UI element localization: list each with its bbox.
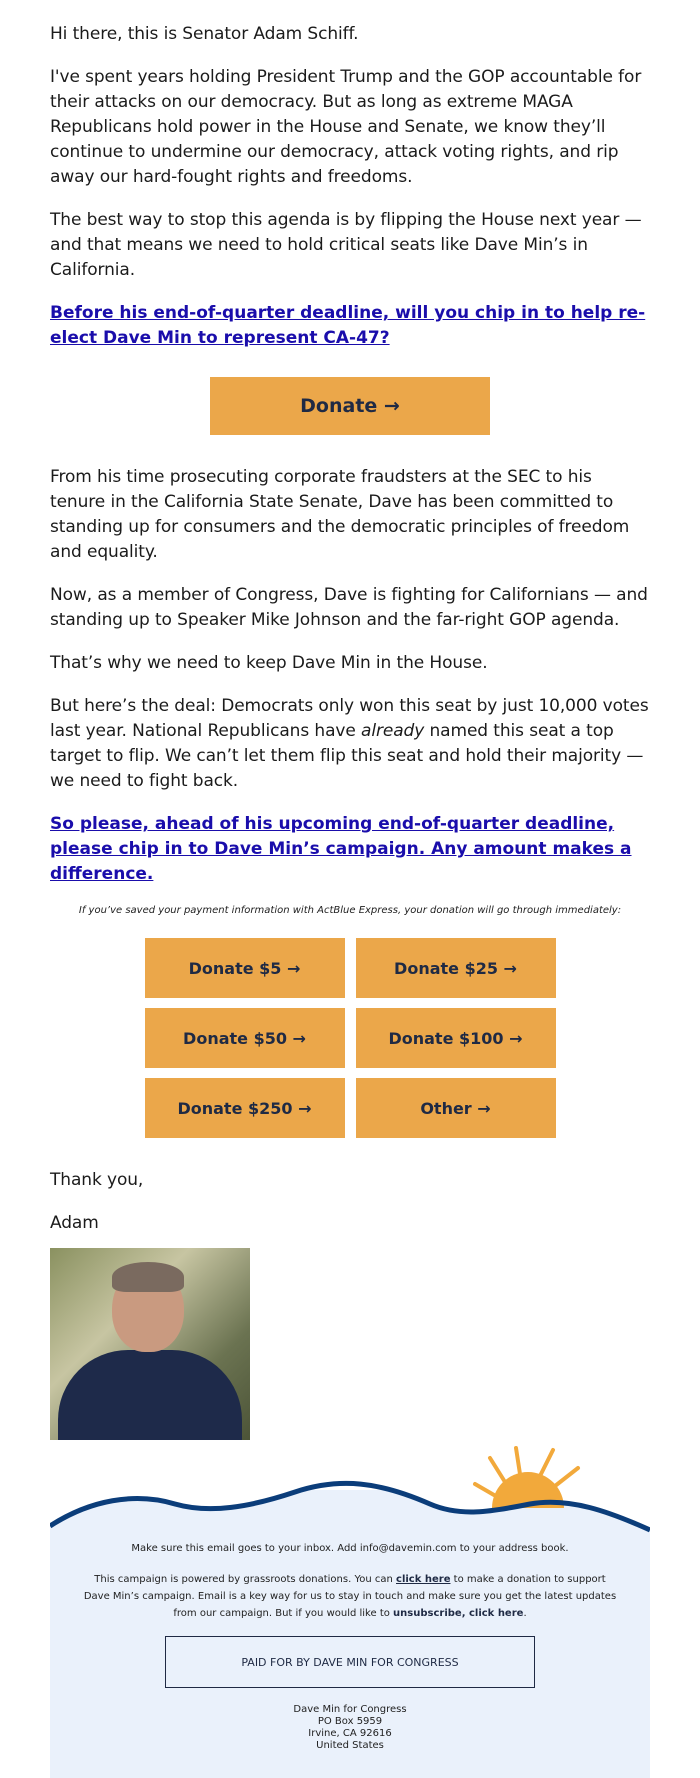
grassroots-text-end: . — [523, 1608, 527, 1619]
paid-for-box: PAID FOR BY DAVE MIN FOR CONGRESS — [165, 1636, 535, 1688]
donate-100-button[interactable]: Donate $100 → — [356, 1008, 556, 1068]
paragraph-flip-house: The best way to stop this agenda is by flipping the House next year — and that means we need to hold critical seats like Dave Min’s in California. — [50, 210, 642, 280]
paragraph-record: From his time prosecuting corporate fraudsters at the SEC to his tenure in the California State Senate, Dave has been committed to standing up for consumers and the democratic principles of freedom and equality. — [50, 467, 630, 562]
paragraph-accountability: I've spent years holding President Trump and the GOP accountable for their attacks on our democracy. But as long as extreme MAGA Republicans hold power in the House and Senate, we know they’ll continue to undermine our democracy, attack voting rights, and rip away our hard-fought rights and freedoms. — [50, 67, 642, 187]
footer — [50, 1440, 650, 1778]
donation-amount-grid — [145, 938, 556, 1138]
email-body — [50, 0, 650, 1448]
donate-click-here-link[interactable]: click here — [396, 1574, 451, 1585]
paragraph-congress: Now, as a member of Congress, Dave is fighting for Californians — and standing up to Speaker Mike Johnson and the far-right GOP agenda. — [50, 585, 648, 630]
address-line: United States — [316, 1740, 384, 1751]
address-line: Irvine, CA 92616 — [308, 1728, 392, 1739]
signoff-text: Thank you, — [50, 1170, 144, 1190]
grassroots-text-start: This campaign is powered by grassroots donations. You can — [94, 1574, 397, 1585]
donate-other-button[interactable]: Other → — [356, 1078, 556, 1138]
deal-text-start: But here’s the deal: Democrats only won this seat by just 10,000 votes last year. National Republicans have — [50, 696, 649, 741]
intro-text: Hi there, this is Senator Adam Schiff. — [50, 24, 359, 44]
address-line: PO Box 5959 — [317, 1716, 383, 1727]
donate-25-button[interactable]: Donate $25 → — [356, 938, 556, 998]
photo-shirt — [58, 1350, 242, 1448]
paragraph-deal — [50, 694, 650, 794]
photo-hair — [112, 1262, 184, 1292]
deal-text-emphasis: already — [361, 721, 425, 741]
actblue-express-note: If you’ve saved your payment information with ActBlue Express, your donation will go through immediately: — [78, 905, 622, 916]
paragraph-keep-seat: That’s why we need to keep Dave Min in the House. — [50, 653, 488, 673]
ask-link-reelect[interactable]: Before his end-of-quarter deadline, will you chip in to help re-elect Dave Min to represent CA-47? — [50, 303, 646, 348]
mailing-address — [50, 1704, 650, 1752]
adam-schiff-photo — [50, 1248, 250, 1448]
footer-text — [50, 1540, 650, 1752]
grassroots-note — [50, 1571, 650, 1622]
donate-button[interactable]: Donate → — [210, 377, 490, 435]
address-line: Dave Min for Congress — [293, 1704, 407, 1715]
sun-wave-logo — [50, 1440, 650, 1550]
donate-250-button[interactable]: Donate $250 → — [145, 1078, 345, 1138]
ask-link-chip-in[interactable]: So please, ahead of his upcoming end-of-quarter deadline, please chip in to Dave Min’s campaign. Any amount makes a difference. — [50, 814, 632, 884]
donate-5-button[interactable]: Donate $5 → — [145, 938, 345, 998]
grassroots-text-middle: to make a donation to support Dave Min’s campaign. Email is a key way for us to stay in touch and make sure you get the latest updates from our campaign. But if you would like to — [83, 1574, 617, 1619]
signature-text: Adam — [50, 1213, 99, 1233]
deal-text-end: named this seat a top target to flip. We can’t let them flip this seat and hold their majority — we need to fight back. — [50, 721, 644, 791]
inbox-note: Make sure this email goes to your inbox. Add info@davemin.com to your address book. — [131, 1543, 569, 1554]
unsubscribe-link[interactable]: unsubscribe, click here — [393, 1608, 524, 1619]
donate-50-button[interactable]: Donate $50 → — [145, 1008, 345, 1068]
